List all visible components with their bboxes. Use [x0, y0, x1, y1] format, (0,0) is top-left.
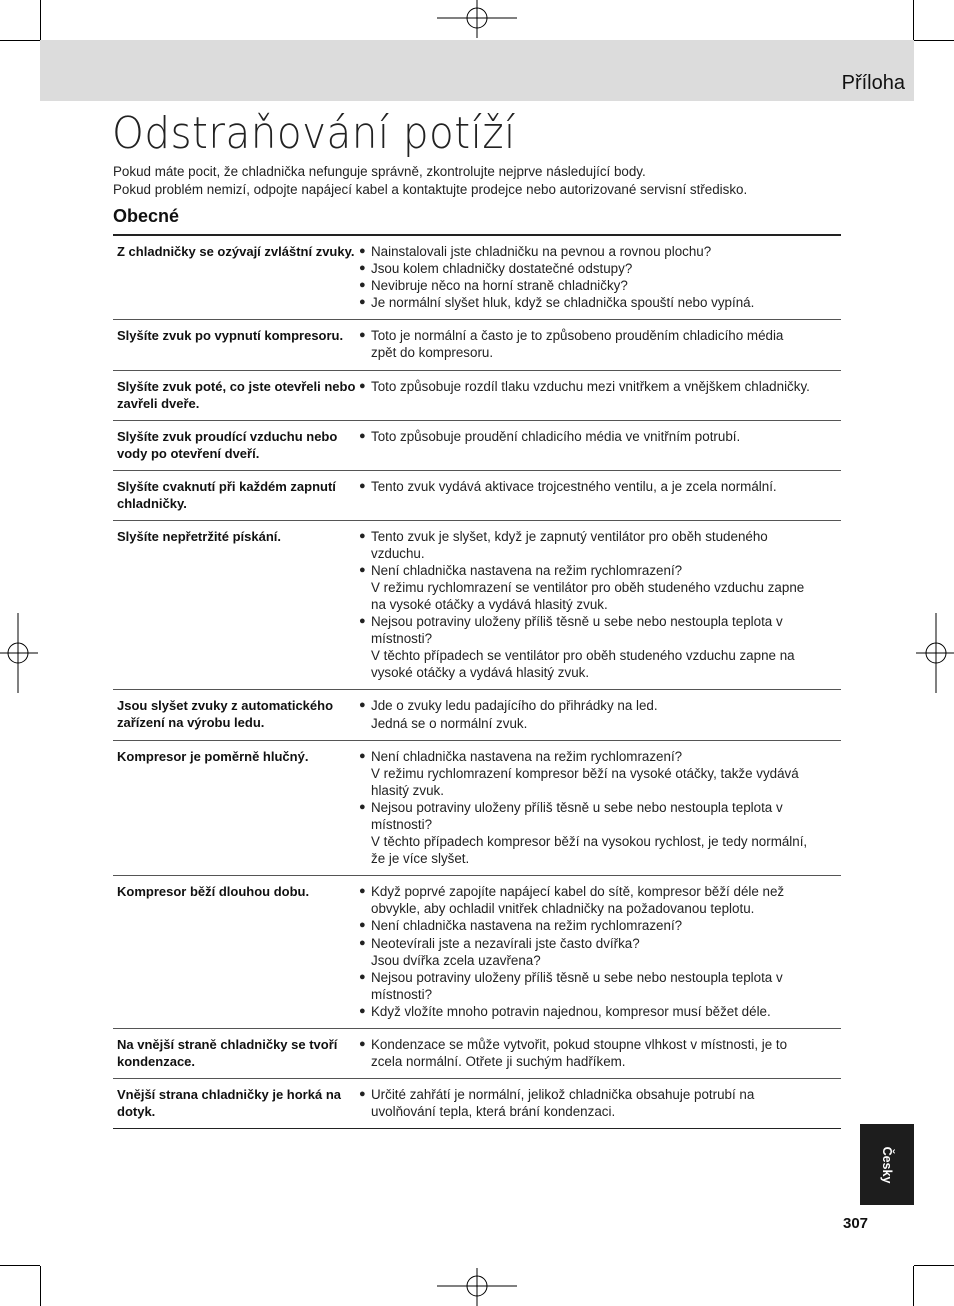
registration-mark-icon [914, 613, 954, 693]
table-row [113, 741, 841, 877]
cause-item [359, 528, 841, 562]
cause-text: Neotevírali jste a nezavírali jste často dvířka? Jsou dvířka zcela uzavřena? [371, 935, 640, 968]
cause-item [359, 260, 841, 277]
section-label: Příloha [841, 72, 905, 94]
bullet-icon: ● [359, 245, 366, 257]
problem-cell: Kompresor běží dlouhou dobu. [117, 884, 310, 900]
cause-item [359, 378, 841, 395]
language-tab [860, 1124, 914, 1205]
cause-item [359, 969, 841, 1003]
bullet-icon: ● [359, 919, 366, 932]
page-number: 307 [843, 1215, 869, 1232]
causes-cell [357, 521, 841, 690]
registration-mark-icon [0, 613, 40, 693]
causes-cell [357, 371, 841, 420]
registration-mark-icon [437, 1266, 517, 1306]
table-row [113, 690, 841, 740]
causes-cell [357, 1029, 841, 1078]
table-row [113, 236, 841, 320]
problem-cell: Slyšíte zvuk po vypnutí kompresoru. [117, 328, 344, 344]
cause-item [359, 562, 841, 613]
problem-cell: Slyšíte zvuk poté, co jste otevřeli nebo zavřeli dveře. [117, 378, 356, 411]
bullet-icon: ● [359, 529, 366, 542]
bullet-icon: ● [359, 936, 366, 949]
registration-mark-icon [437, 0, 517, 40]
problem-cell: Slyšíte cvaknutí při každém zapnutí chladničky. [117, 478, 336, 511]
cause-text: Není chladnička nastavena na režim rychlomrazení? V režimu rychlomrazení kompresor běží na vysoké otáčky, takže vydává hlasitý zvuk. [371, 748, 799, 798]
problem-cell: Z chladničky se ozývají zvláštní zvuky. [117, 244, 355, 259]
cause-item [359, 883, 841, 917]
bullet-icon: ● [359, 615, 366, 628]
bullet-icon: ● [359, 279, 366, 292]
cause-item [359, 697, 841, 731]
cause-item [359, 613, 841, 681]
crop-mark [0, 40, 40, 41]
cause-item [359, 277, 841, 294]
problem-cell: Slyšíte nepřetržité pískání. [117, 528, 282, 544]
causes-cell [357, 741, 841, 876]
table-row [113, 421, 841, 471]
bullet-icon: ● [359, 296, 366, 309]
causes-cell [357, 471, 841, 520]
cause-text: Je normální slyšet hluk, když se chladnička spouští nebo vypíná. [371, 295, 755, 311]
bullet-icon: ● [359, 329, 366, 342]
cause-item [359, 1036, 841, 1070]
cause-text: Nejsou potraviny uloženy příliš těsně u sebe nebo nestoupla teplota v místnosti? [371, 969, 783, 1002]
bullet-icon: ● [359, 749, 366, 762]
problem-cell: Na vnější straně chladničky se tvoří kondenzace. [117, 1037, 338, 1069]
crop-mark [913, 0, 914, 40]
bullet-icon: ● [359, 970, 366, 983]
cause-item [359, 1086, 841, 1120]
cause-item [359, 1003, 841, 1020]
section-heading: Obecné [113, 206, 180, 226]
causes-cell [357, 236, 841, 319]
table-row [113, 1029, 841, 1079]
cause-text: Určité zahřátí je normální, jelikož chladnička obsahuje potrubí na uvolňování tepla, která brání kondenzaci. [371, 1087, 755, 1120]
cause-item [359, 327, 841, 361]
page-title: Odstraňování potíží [112, 108, 516, 159]
cause-text: Není chladnička nastavena na režim rychlomrazení? V režimu rychlomrazení se ventilátor pro oběh studeného vzduchu zapne na vysoké otáčky a vydává hlasitý zvuk. [371, 562, 805, 612]
cause-text: Když poprvé zapojíte napájecí kabel do sítě, kompresor běží déle než obvykle, aby ochladil vnitřek chladničky na požadovanou teplotu. [371, 884, 785, 917]
cause-text: Nejsou potraviny uloženy příliš těsně u sebe nebo nestoupla teplota v místnosti? V těchto případech se ventilátor pro oběh studeného vzduchu zapne na vysoké otáčky a vydává hlasitý zvuk. [371, 614, 795, 681]
causes-cell [357, 876, 841, 1028]
table-row [113, 876, 841, 1029]
table-row [113, 471, 841, 521]
cause-text: Tento zvuk vydává aktivace trojcestného ventilu, a je zcela normální. [371, 478, 777, 494]
bullet-icon: ● [359, 479, 366, 492]
crop-mark [40, 0, 41, 40]
cause-item [359, 799, 841, 867]
problem-cell: Slyšíte zvuk proudící vzduchu nebo vody po otevření dveří. [117, 428, 338, 461]
intro-line: Pokud problém nemizí, odpojte napájecí kabel a kontaktujte prodejce nebo autorizované servisní středisko. [113, 181, 748, 197]
causes-cell [357, 690, 841, 739]
cause-item [359, 243, 841, 260]
bullet-icon: ● [359, 262, 366, 275]
crop-mark [914, 40, 954, 41]
bullet-icon: ● [359, 563, 366, 576]
bullet-icon: ● [359, 429, 366, 442]
bullet-icon: ● [359, 1004, 366, 1017]
bullet-icon: ● [359, 379, 366, 392]
table-row [113, 371, 841, 421]
bullet-icon: ● [359, 885, 366, 898]
cause-text: Nevibruje něco na horní straně chladničky? [371, 278, 628, 294]
table-row [113, 1079, 841, 1129]
cause-text: Nejsou potraviny uloženy příliš těsně u sebe nebo nestoupla teplota v místnosti? V těchto případech kompresor běží na vysokou rychlost, je tedy normální, že je více slyšet. [371, 799, 808, 867]
language-tab-label: Česky [880, 1146, 894, 1183]
header-band [40, 40, 914, 101]
crop-mark [914, 1265, 954, 1266]
troubleshooting-table [113, 234, 841, 1129]
bullet-icon: ● [359, 1088, 366, 1101]
cause-text: Toto je normální a často je to způsobeno prouděním chladicího média zpět do kompresoru. [371, 328, 784, 361]
cause-text: Toto způsobuje rozdíl tlaku vzduchu mezi vnitřkem a vnějškem chladničky. [371, 378, 810, 394]
intro-line: Pokud máte pocit, že chladnička nefunguje správně, zkontrolujte nejprve následující body. [113, 164, 646, 179]
bullet-icon: ● [359, 800, 366, 813]
cause-text: Není chladnička nastavena na režim rychlomrazení? [371, 918, 683, 934]
problem-cell: Jsou slyšet zvuky z automatického zařízení na výrobu ledu. [117, 698, 334, 731]
cause-text: Jsou kolem chladničky dostatečné odstupy? [371, 261, 633, 277]
cause-item [359, 748, 841, 799]
cause-text: Jde o zvuky ledu padajícího do přihrádky na led. Jedná se o normální zvuk. [371, 698, 658, 731]
cause-text: Nainstalovali jste chladničku na pevnou a rovnou plochu? [371, 244, 712, 259]
cause-item [359, 428, 841, 445]
cause-text: Když vložíte mnoho potravin najednou, kompresor musí běžet déle. [371, 1003, 771, 1019]
table-row [113, 521, 841, 691]
cause-item [359, 917, 841, 934]
cause-text: Tento zvuk je slyšet, když je zapnutý ventilátor pro oběh studeného vzduchu. [371, 528, 768, 561]
cause-item [359, 478, 841, 495]
crop-mark [40, 1266, 41, 1306]
problem-cell: Vnější strana chladničky je horká na dotyk. [117, 1087, 341, 1120]
crop-mark [913, 1266, 914, 1306]
cause-text: Kondenzace se může vytvořit, pokud stoupne vlhkost v místnosti, je to zcela normální. Otřete ji suchým hadříkem. [371, 1037, 788, 1070]
crop-mark [0, 1265, 40, 1266]
problem-cell: Kompresor je poměrně hlučný. [117, 748, 309, 764]
causes-cell [357, 320, 841, 369]
bullet-icon: ● [359, 699, 366, 712]
cause-item [359, 935, 841, 969]
bullet-icon: ● [359, 1038, 366, 1050]
causes-cell [357, 1079, 841, 1128]
cause-item [359, 294, 841, 311]
cause-text: Toto způsobuje proudění chladicího média ve vnitřním potrubí. [371, 428, 741, 444]
causes-cell [357, 421, 841, 470]
table-row [113, 320, 841, 370]
intro-text [113, 163, 747, 198]
